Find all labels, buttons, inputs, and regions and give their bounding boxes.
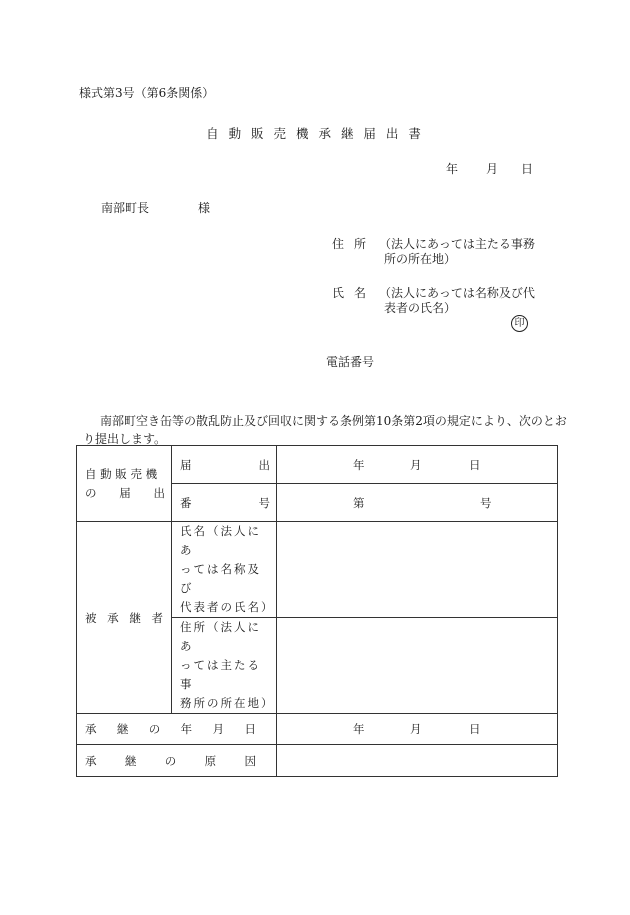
succession-reason-label <box>77 745 277 777</box>
address-label-char-2: 所 <box>354 237 367 251</box>
predecessor-name-label <box>172 522 277 618</box>
vending-machine-notification-label <box>77 446 172 522</box>
label-char: 継 <box>116 722 129 736</box>
label-char: 者 <box>151 610 163 625</box>
label-char: 被 <box>85 610 97 625</box>
label-char: 承 <box>85 722 97 736</box>
label-char: 原 <box>204 753 217 768</box>
predecessor-name-field[interactable] <box>277 522 558 618</box>
name-label-char-2: 名 <box>354 286 367 300</box>
label-char: 号 <box>258 495 270 510</box>
notified-date-label <box>172 446 277 484</box>
field-day: 日 <box>469 457 481 472</box>
body-text-line-2: り提出します。 <box>83 432 167 446</box>
body-text-line-1: 南部町空き缶等の散乱防止及び回収に関する条例第10条第2項の規定により、次のとお <box>100 414 567 428</box>
number-label <box>172 484 277 522</box>
label-char: 日 <box>244 722 256 736</box>
name-label-char-1: 氏 <box>332 286 345 300</box>
name-note-line-2: 表者の氏名） <box>384 301 457 315</box>
number-prefix: 第 <box>353 495 365 510</box>
label-line: 務所の所在地） <box>180 696 275 710</box>
vending-label-char: 出 <box>153 485 165 500</box>
label-char: 承 <box>85 753 97 768</box>
table-row-notified-date <box>77 446 558 484</box>
date-month: 月 <box>486 162 499 176</box>
table-row-succession-reason <box>77 745 558 777</box>
label-char: 継 <box>129 610 141 625</box>
addressee-name: 南部町長 <box>101 201 150 215</box>
vending-label-line-1: 自 動 販 売 機 <box>85 466 158 481</box>
addressee-honorific: 様 <box>198 201 211 215</box>
succession-date-field[interactable] <box>277 714 558 745</box>
field-year: 年 <box>353 722 365 736</box>
number-field[interactable] <box>277 484 558 522</box>
label-line: っては主たる事 <box>180 658 261 691</box>
seal-mark: 印 <box>511 315 528 332</box>
label-char: 月 <box>212 722 225 736</box>
label-line: 住所（法人にあ <box>180 620 261 653</box>
table-row-succession-date <box>77 714 558 745</box>
label-char: 継 <box>124 753 137 768</box>
predecessor-label <box>77 522 172 714</box>
field-month: 月 <box>410 722 422 736</box>
notified-date-field[interactable] <box>277 446 558 484</box>
table-row-predecessor-name <box>77 522 558 618</box>
vending-label-char: 届 <box>119 485 131 500</box>
succession-form-table <box>76 445 558 777</box>
address-note-line-1: （法人にあっては主たる事務 <box>379 237 535 251</box>
predecessor-address-field[interactable] <box>277 618 558 714</box>
label-char: 因 <box>244 753 256 768</box>
label-char: 届 <box>180 457 192 472</box>
phone-label: 電話番号 <box>326 355 375 369</box>
label-line: っては名称及び <box>180 562 261 595</box>
label-char: 番 <box>180 495 192 510</box>
field-day: 日 <box>469 722 481 736</box>
label-char: 出 <box>258 457 270 472</box>
address-label-char-1: 住 <box>332 237 345 251</box>
predecessor-address-label <box>172 618 277 714</box>
submission-date <box>446 160 533 177</box>
applicant-address-label <box>332 235 366 252</box>
label-char: の <box>148 722 161 736</box>
vending-label-char: の <box>85 485 97 500</box>
number-suffix: 号 <box>480 495 492 510</box>
succession-date-label <box>77 714 277 745</box>
date-day: 日 <box>521 162 534 176</box>
label-char: の <box>164 753 177 768</box>
date-year: 年 <box>446 162 459 176</box>
label-line: 氏名（法人にあ <box>180 524 261 557</box>
form-number: 様式第3号（第6条関係） <box>79 86 215 100</box>
addressee <box>101 199 210 216</box>
field-year: 年 <box>353 457 365 472</box>
name-note-line-1: （法人にあっては名称及び代 <box>379 286 535 300</box>
field-month: 月 <box>410 457 422 472</box>
label-char: 承 <box>107 610 119 625</box>
address-note-line-2: 所の所在地） <box>384 252 457 266</box>
label-line: 代表者の氏名） <box>180 600 275 614</box>
applicant-name-label <box>332 284 366 301</box>
document-title: 自 動 販 売 機 承 継 届 出 書 <box>206 126 424 141</box>
succession-reason-field[interactable] <box>277 745 558 777</box>
label-char: 年 <box>180 722 193 736</box>
